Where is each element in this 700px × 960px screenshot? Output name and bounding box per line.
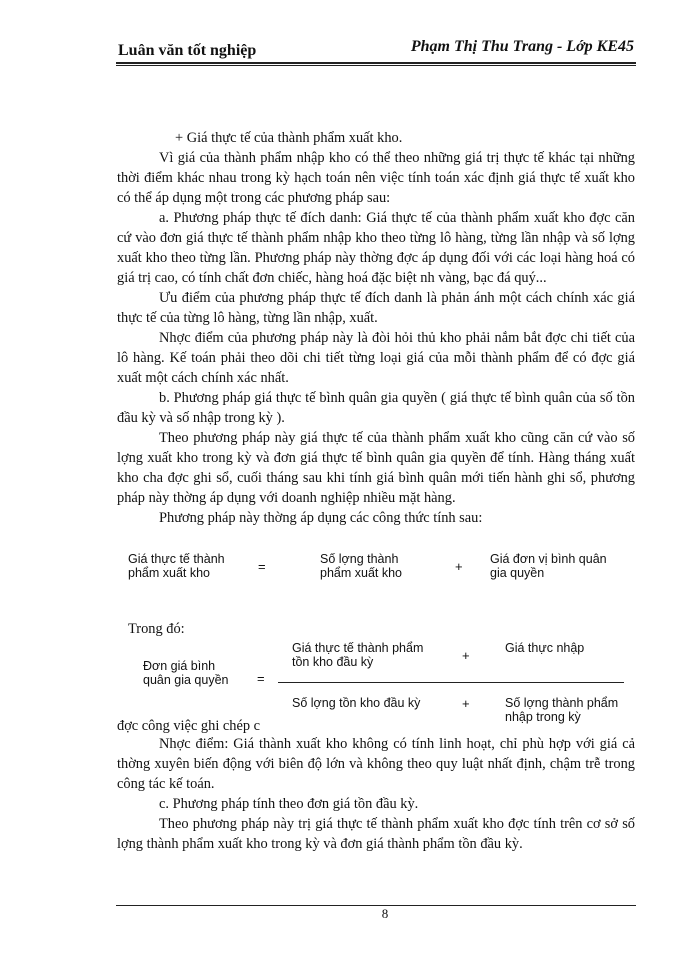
paragraph: Theo phương pháp này giá thực tế của thành phẩm xuất kho cũng căn cứ vào số lợng xuất kho trong kỳ và đơn giá thực tế bình quân gia quyền để tính. Hàng tháng xuất kho cha đợc ghi sổ, cuối tháng sau khi tính giá bình quân mới tiến hành ghi sổ, phương pháp này thờng áp dụng với doanh nghiệp nhiều mặt hàng.: [117, 430, 635, 506]
paragraph: Vì giá của thành phẩm nhập kho có thể theo những giá trị thực tế khác tại những thời điểm khác nhau trong kỳ hạch toán nên việc tính toán xác định giá thực tế xuất kho có thể áp dụng một trong các phương pháp sau:: [117, 150, 635, 206]
page-number: 8: [381, 906, 389, 921]
header-left-title: Luân văn tốt nghiệp: [118, 42, 257, 59]
fraction-line: [278, 682, 624, 683]
paragraph: a. Phương pháp thực tế đích danh: Giá thực tế của thành phẩm xuất kho đợc căn cứ vào đơn giá thực tế thành phẩm nhập kho theo từng lô hàng, từng lần nhập và số lợng xuất kho theo từng lần. Phương pháp này thờng đợc áp dụng đối với các loại hàng hoá có giá trị cao, có tính chất đơn chiếc, hàng hoá đặc biệt nh vàng, bạc đá quý...: [117, 210, 635, 286]
paragraph: + Giá thực tế của thành phẩm xuất kho.: [175, 130, 403, 146]
body-text: [117, 128, 635, 528]
formula2-equals: =: [257, 671, 265, 686]
partial-obscured-line: đợc công việc ghi chép c: [117, 718, 261, 734]
formula2-denominator-plus: +: [462, 696, 470, 711]
formula2-denominator-right: Số lợng thành phẩm nhập trong kỳ: [505, 696, 625, 724]
body-text-continued: [117, 734, 635, 854]
paragraph: b. Phương pháp giá thực tế bình quân gia quyền ( giá thực tế bình quân của số tồn đầu kỳ và số nhập trong kỳ ).: [117, 390, 635, 426]
paragraph: Nhợc điểm: Giá thành xuất kho không có tính linh hoạt, chỉ phù hợp với giá cả thờng xuyên biến động với biên độ lớn và không theo quy luật nhất định, chậm trễ trong công tác kế toán.: [117, 736, 635, 792]
formula1-right: Giá đơn vị bình quân gia quyền: [490, 552, 607, 580]
paragraph: c. Phương pháp tính theo đơn giá tồn đầu kỳ.: [159, 796, 419, 812]
where-label: Trong đó:: [128, 621, 185, 637]
formula2-denominator-left: Số lợng tồn kho đầu kỳ: [292, 696, 421, 710]
formula1-left: Giá thực tế thành phẩm xuất kho: [128, 552, 225, 580]
formula1-equals: =: [258, 559, 266, 574]
paragraph: Theo phương pháp này trị giá thực tế thành phẩm xuất kho đợc tính trên cơ sở số lợng thành phẩm xuất kho trong kỳ và đơn giá thành phẩm tồn đầu kỳ.: [117, 816, 635, 852]
formula2-left: Đơn giá bình quân gia quyền: [143, 659, 229, 687]
header-right-author: Phạm Thị Thu Trang - Lớp KE45: [410, 38, 634, 55]
header-rule-thin: [116, 65, 636, 66]
paragraph: Phương pháp này thờng áp dụng các công thức tính sau:: [159, 510, 483, 526]
header-rule: [116, 62, 636, 64]
formula2-numerator-left: Giá thực tế thành phẩm tồn kho đầu kỳ: [292, 641, 424, 669]
formula2-numerator-right: Giá thực nhập: [505, 641, 585, 655]
formula1-middle: Số lợng thành phẩm xuất kho: [320, 552, 402, 580]
paragraph: Nhợc điểm của phương pháp này là đòi hỏi thủ kho phải nắm bắt đợc chi tiết của lô hàng. Kế toán phải theo dõi chi tiết từng loại giá của mỗi thành phẩm để có đợc giá xuất một cách chính xác nhất.: [117, 330, 635, 386]
paragraph: Ưu điểm của phương pháp thực tế đích danh là phản ánh một cách chính xác giá thực tế của từng lô hàng, từng lần nhập, xuất.: [117, 290, 635, 326]
formula1-plus: +: [455, 559, 463, 574]
formula2-numerator-plus: +: [462, 648, 470, 663]
